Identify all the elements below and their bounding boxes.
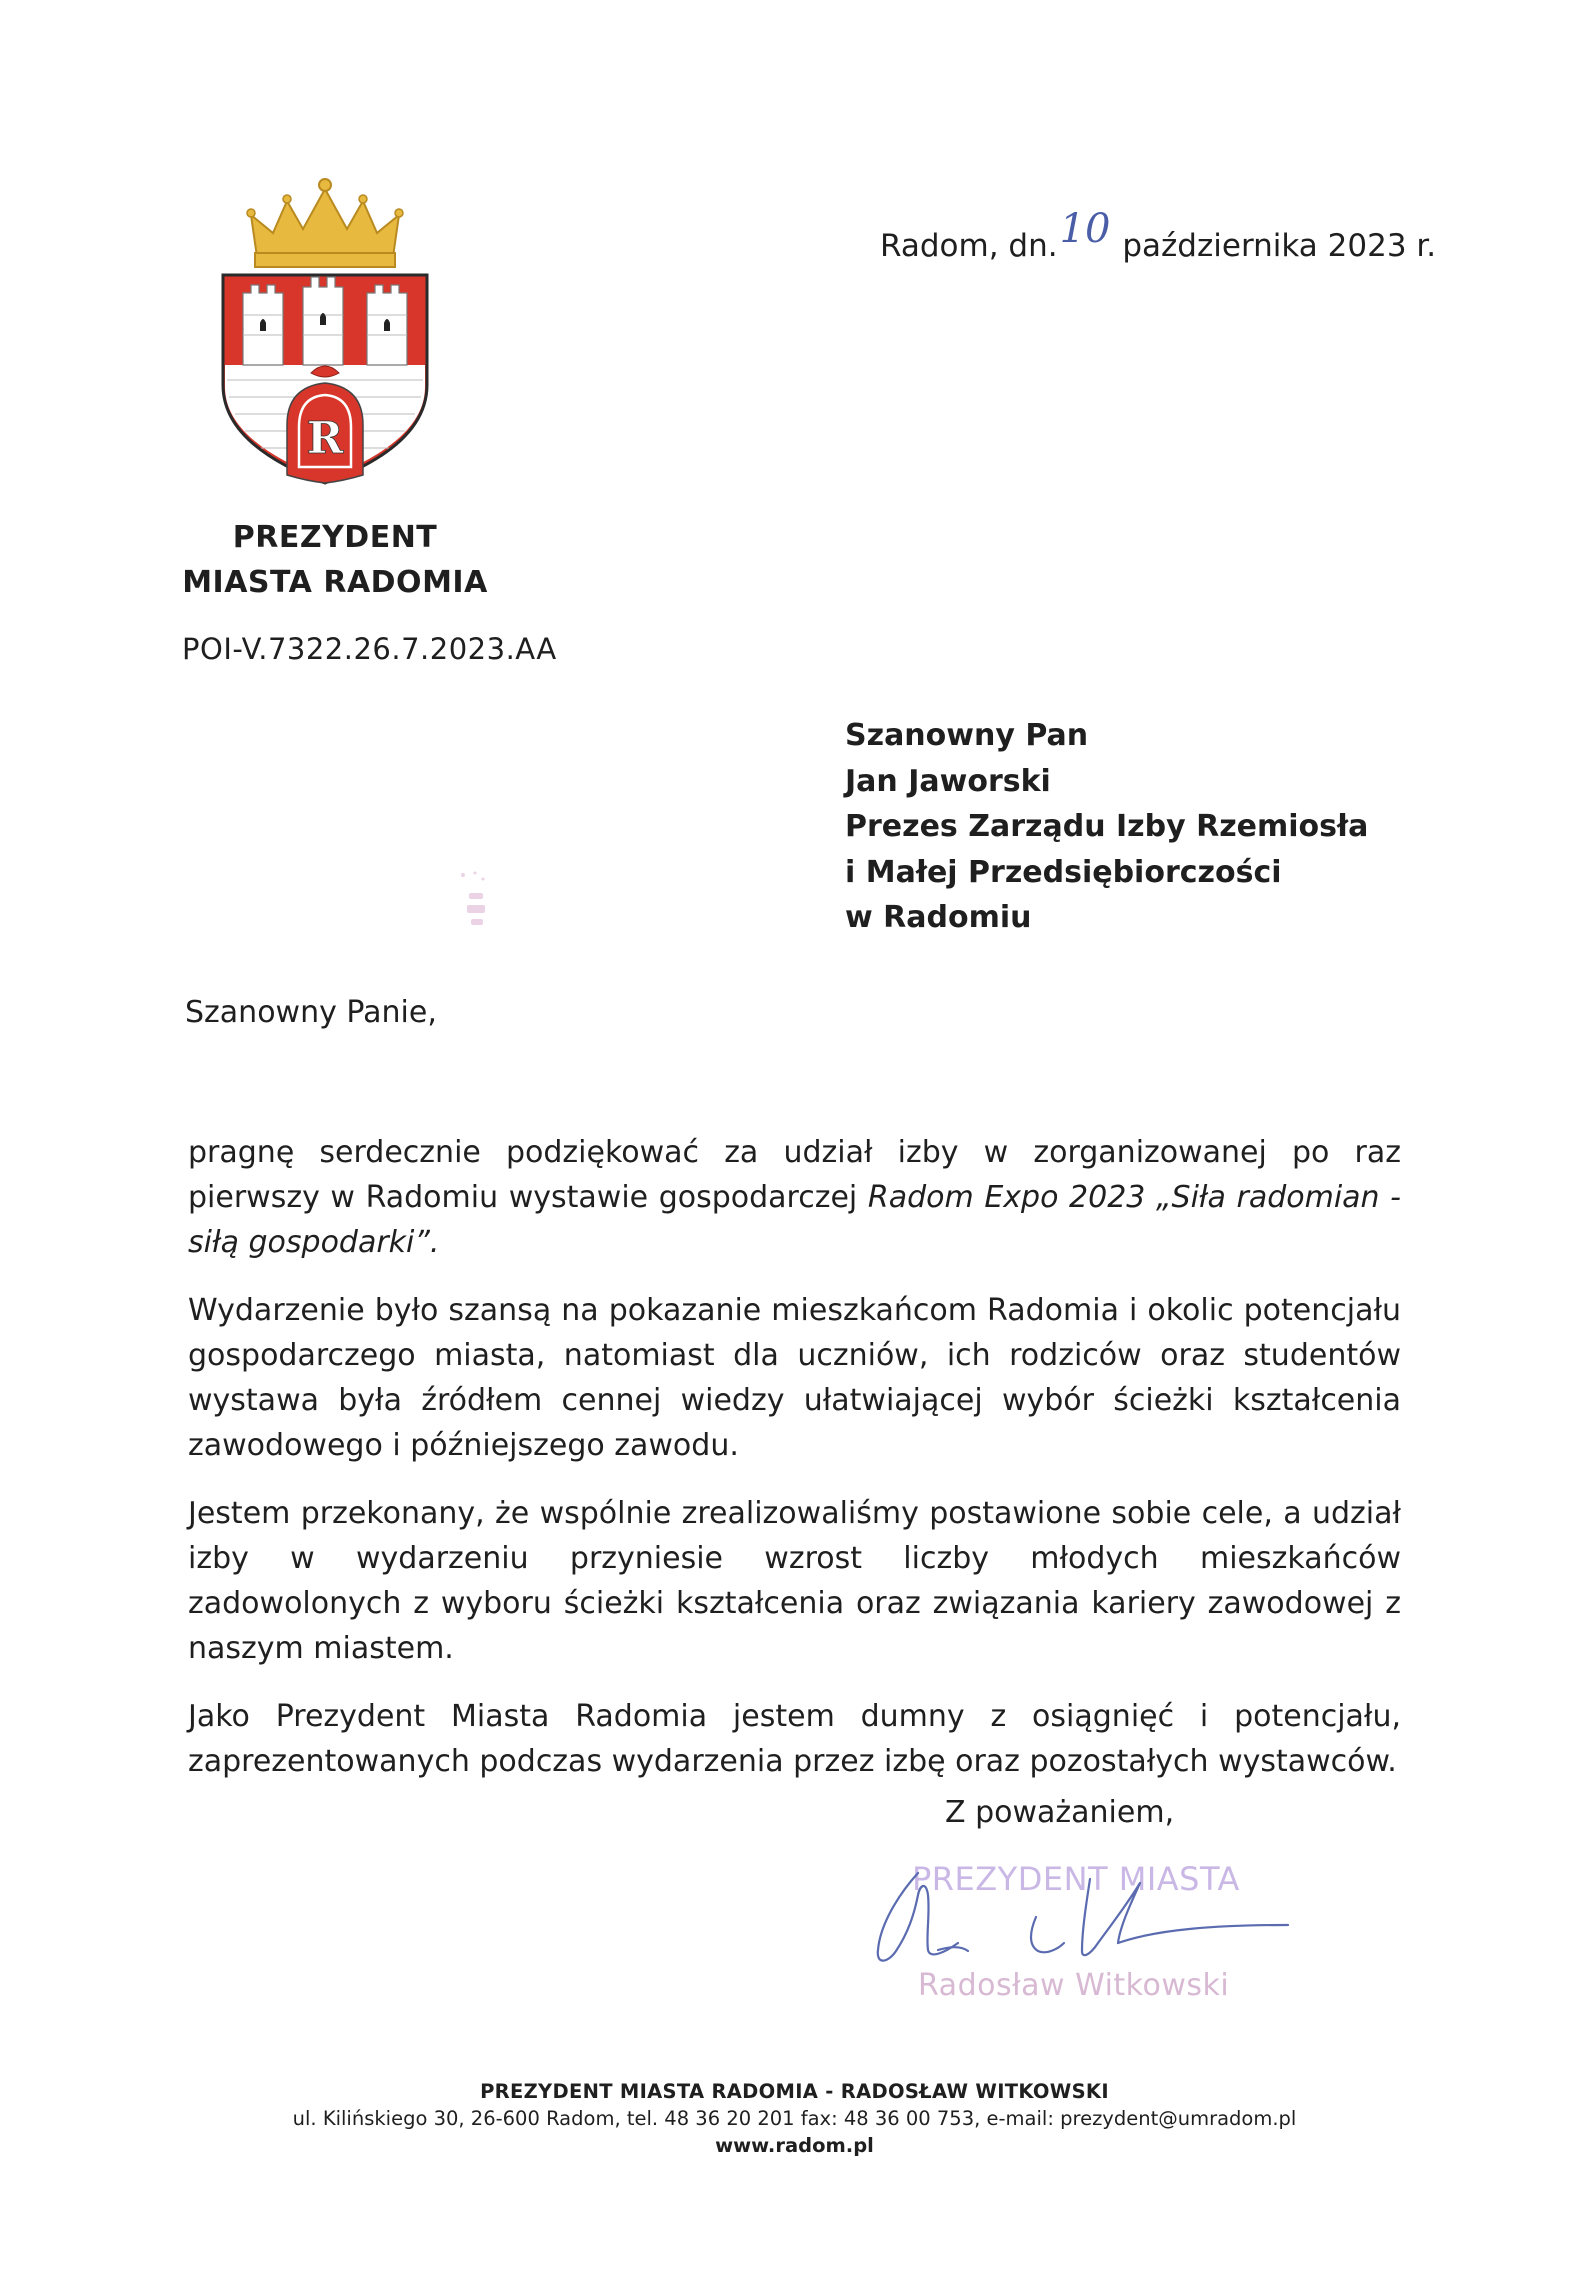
paragraph-4: Jako Prezydent Miasta Radomia jestem dumny z osiągnięć i potencjału, zaprezentowanych podczas wydarzenia przez izbę oraz pozostałych wystawców.: [188, 1699, 1401, 1779]
footer-title: PREZYDENT MIASTA RADOMIA - RADOSŁAW WITKOWSKI: [480, 2080, 1109, 2103]
footer-website: www.radom.pl: [715, 2134, 874, 2157]
event-name: Radom Expo 2023 „Siła radomian - siłą gospodarki”.: [188, 1180, 1401, 1260]
issuer-line-2: MIASTA RADOMIA: [182, 565, 488, 600]
recipient-line-4: i Małej Przedsiębiorczości: [845, 854, 1282, 890]
recipient-line-5: w Radomiu: [845, 900, 1032, 935]
recipient-line-3: Prezes Zarządu Izby Rzemiosła: [845, 809, 1369, 844]
recipient-address: [845, 713, 1368, 941]
date-prefix: Radom, dn.: [880, 228, 1058, 264]
footer-contact: ul. Kilińskiego 30, 26-600 Radom, tel. 48 36 20 201 fax: 48 36 00 753, e-mail: prezydent@umradom.pl: [292, 2107, 1297, 2130]
closing: Z poważaniem,: [945, 1795, 1175, 1830]
letterhead-footer: [0, 2078, 1589, 2159]
paragraph-1-text: pragnę serdecznie podziękować za udział izby w zorganizowanej po raz pierwszy w Radomiu wystawie gospodarczej: [188, 1135, 1401, 1215]
paragraph-3: Jestem przekonany, że wspólnie zrealizowaliśmy postawione sobie cele, a udział izby w wydarzeniu przyniesie wzrost liczby młodych mieszkańców zadowolonych z wyboru ścieżki kształcenia oraz związania kariery zawodowej z naszym miastem.: [188, 1496, 1401, 1666]
recipient-line-1: Szanowny Pan: [845, 718, 1089, 753]
paragraph-2: Wydarzenie było szansą na pokazanie mieszkańcom Radomia i okolic potencjału gospodarczego miasta, natomiast dla uczniów, ich rodziców oraz studentów wystawa była źródłem cennej wiedzy ułatwiającej wybór ścieżki kształcenia zawodowego i późniejszego zawodu.: [188, 1293, 1401, 1463]
scan-smudge: [455, 865, 495, 940]
reference-number: POI-V.7322.26.7.2023.AA: [182, 632, 557, 666]
signature-stamp-title: PREZYDENT MIASTA: [912, 1860, 1240, 1898]
radom-coat-of-arms-logo: [215, 175, 435, 490]
handwritten-signature: [868, 1855, 1308, 1985]
recipient-line-2: Jan Jaworski: [845, 763, 1051, 799]
salutation: Szanowny Panie,: [185, 995, 437, 1030]
date-line: [880, 206, 1437, 266]
handwritten-day: 10: [1059, 206, 1111, 252]
date-suffix: października 2023 r.: [1122, 228, 1437, 264]
signature-stamp-name: Radosław Witkowski: [918, 1968, 1230, 2003]
svg-text:R: R: [306, 413, 344, 464]
paragraph-1: [188, 1130, 1401, 1265]
letter-body: [188, 1130, 1401, 1807]
crown-icon: [247, 179, 403, 267]
issuer-line-1: PREZYDENT: [232, 520, 438, 555]
issuer-title: [170, 515, 500, 605]
